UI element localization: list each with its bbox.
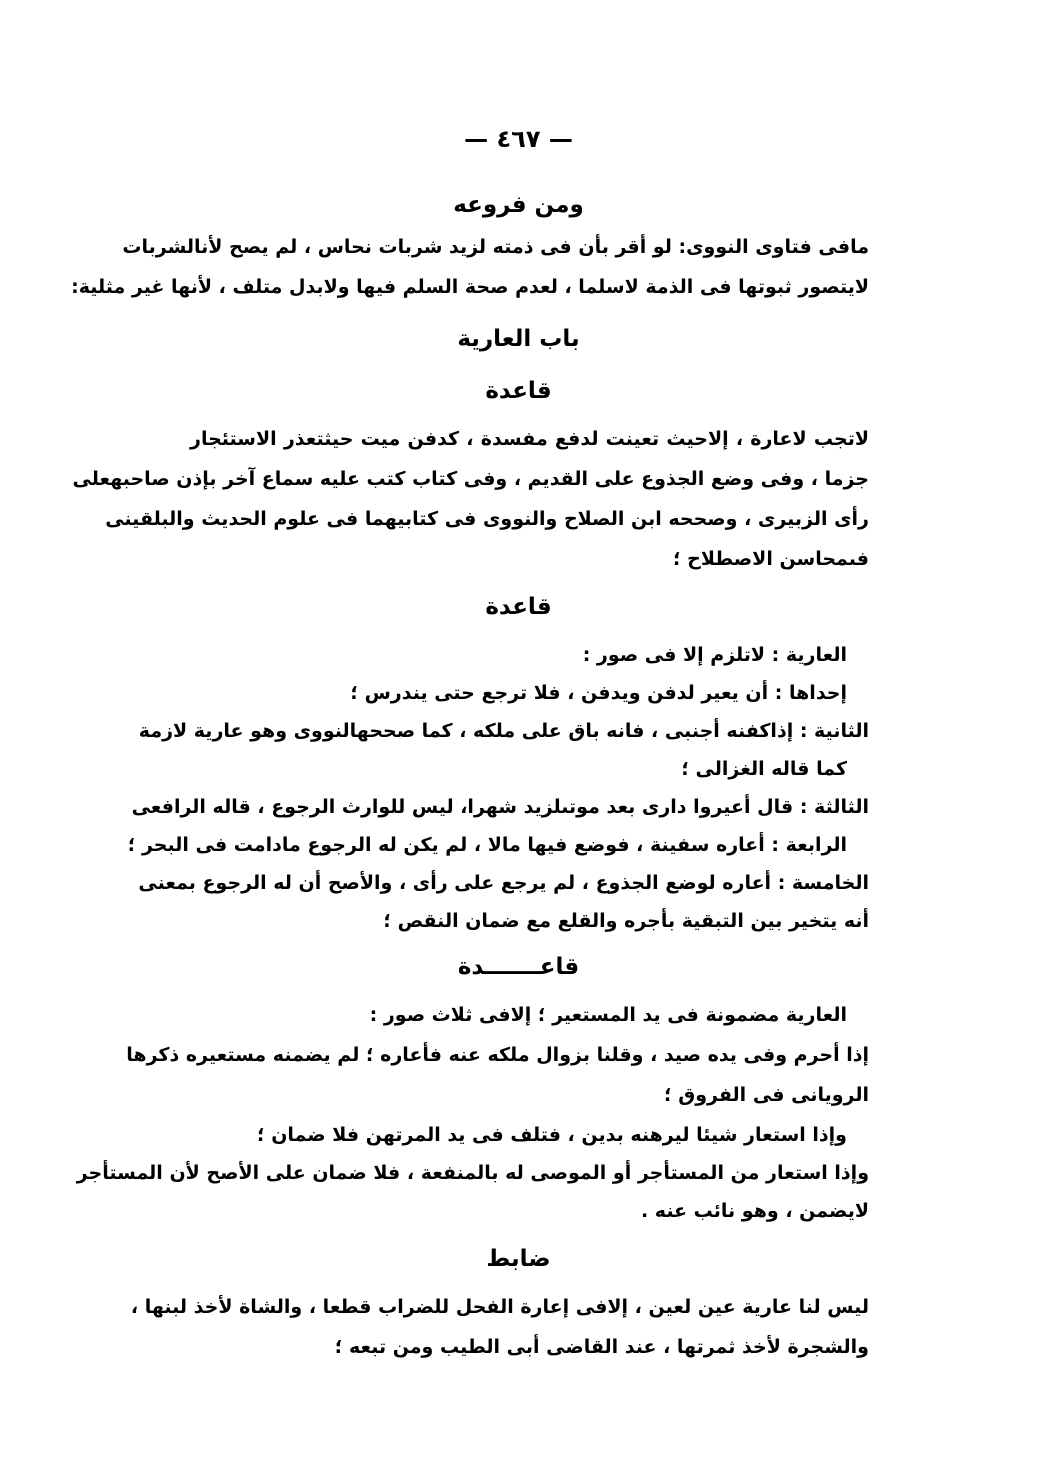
page-number: — ٤٦٧ — (464, 125, 573, 153)
paragraph-line: الخامسة : أعاره لوضع الجذوع ، لم يرجع على رأى ، والأصح أن له الرجوع بمعنى (138, 872, 869, 894)
paragraph-line: رأى الزبيرى ، وصححه ابن الصلاح والنووى فى كتابيهما فى علوم الحديث والبلقينى (105, 508, 869, 530)
paragraph-line: والشجرة لأخذ ثمرتها ، عند القاضى أبى الطيب ومن تبعه ؛ (334, 1336, 869, 1358)
paragraph-line: كما قاله الغزالى ؛ (681, 758, 847, 780)
paragraph-line: أنه يتخير بين التبقية بأجره والقلع مع ضمان النقص ؛ (383, 910, 869, 932)
section-heading-furu: ومن فروعه (453, 192, 584, 218)
paragraph-line: لايتصور ثبوتها فى الذمة لاسلما ، لعدم صحة السلم فيها ولابدل متلف ، لأنها غير مثلية: (71, 276, 869, 298)
paragraph-line: فىمحاسن الاصطلاح ؛ (672, 548, 869, 570)
paragraph-line: إحداها : أن يعير لدفن ويدفن ، فلا ترجع حتى يندرس ؛ (350, 682, 847, 704)
paragraph-line: ليس لنا عارية عين لعين ، إلافى إعارة الفحل للضراب قطعا ، والشاة لأخذ لبنها ، (130, 1296, 869, 1318)
section-heading-qaida-1: قاعدة (485, 378, 552, 404)
paragraph-line: الرابعة : أعاره سفينة ، فوضع فيها مالا ، لم يكن له الرجوع مادامت فى البحر ؛ (127, 834, 847, 856)
paragraph-line: لاتجب لاعارة ، إلاحيث تعينت لدفع مفسدة ، كدفن ميت حيثتعذر الاستئجار (190, 428, 869, 450)
paragraph-line: جزما ، وفى وضع الجذوع على القديم ، وفى كتاب كتب عليه سماع آخر بإذن صاحبهعلى (72, 468, 869, 490)
paragraph-line: الثالثة : قال أعيروا دارى بعد موتىلزيد شهرا، ليس للوارث الرجوع ، قاله الرافعى (131, 796, 869, 818)
paragraph-line: مافى فتاوى النووى: لو أقر بأن فى ذمته لزيد شربات نحاس ، لم يصح لأنالشربات (122, 236, 869, 258)
paragraph-line: العارية : لاتلزم إلا فى صور : (582, 644, 847, 666)
section-heading-qaida-3: قاعـــــــدة (457, 954, 580, 980)
chapter-heading: باب العارية (457, 326, 580, 352)
section-heading-dabit: ضابط (486, 1246, 551, 1272)
paragraph-line: الثانية : إذاكفنه أجنبى ، فانه باق على ملكه ، كما صححهالنووى وهو عارية لازمة (138, 720, 869, 742)
paragraph-line: الرويانى فى الفروق ؛ (664, 1084, 869, 1106)
paragraph-line: العارية مضمونة فى يد المستعير ؛ إلافى ثلاث صور : (369, 1004, 847, 1026)
paragraph-line: وإذا استعار شيئا ليرهنه بدين ، فتلف فى يد المرتهن فلا ضمان ؛ (256, 1124, 847, 1146)
paragraph-line: وإذا استعار من المستأجر أو الموصى له بالمنفعة ، فلا ضمان على الأصح لأن المستأجر (76, 1162, 869, 1184)
paragraph-line: لايضمن ، وهو نائب عنه . (640, 1200, 869, 1222)
section-heading-qaida-2: قاعدة (485, 594, 552, 620)
paragraph-line: إذا أحرم وفى يده صيد ، وقلنا بزوال ملكه عنه فأعاره ؛ لم يضمنه مستعيره ذكرها (126, 1044, 869, 1066)
